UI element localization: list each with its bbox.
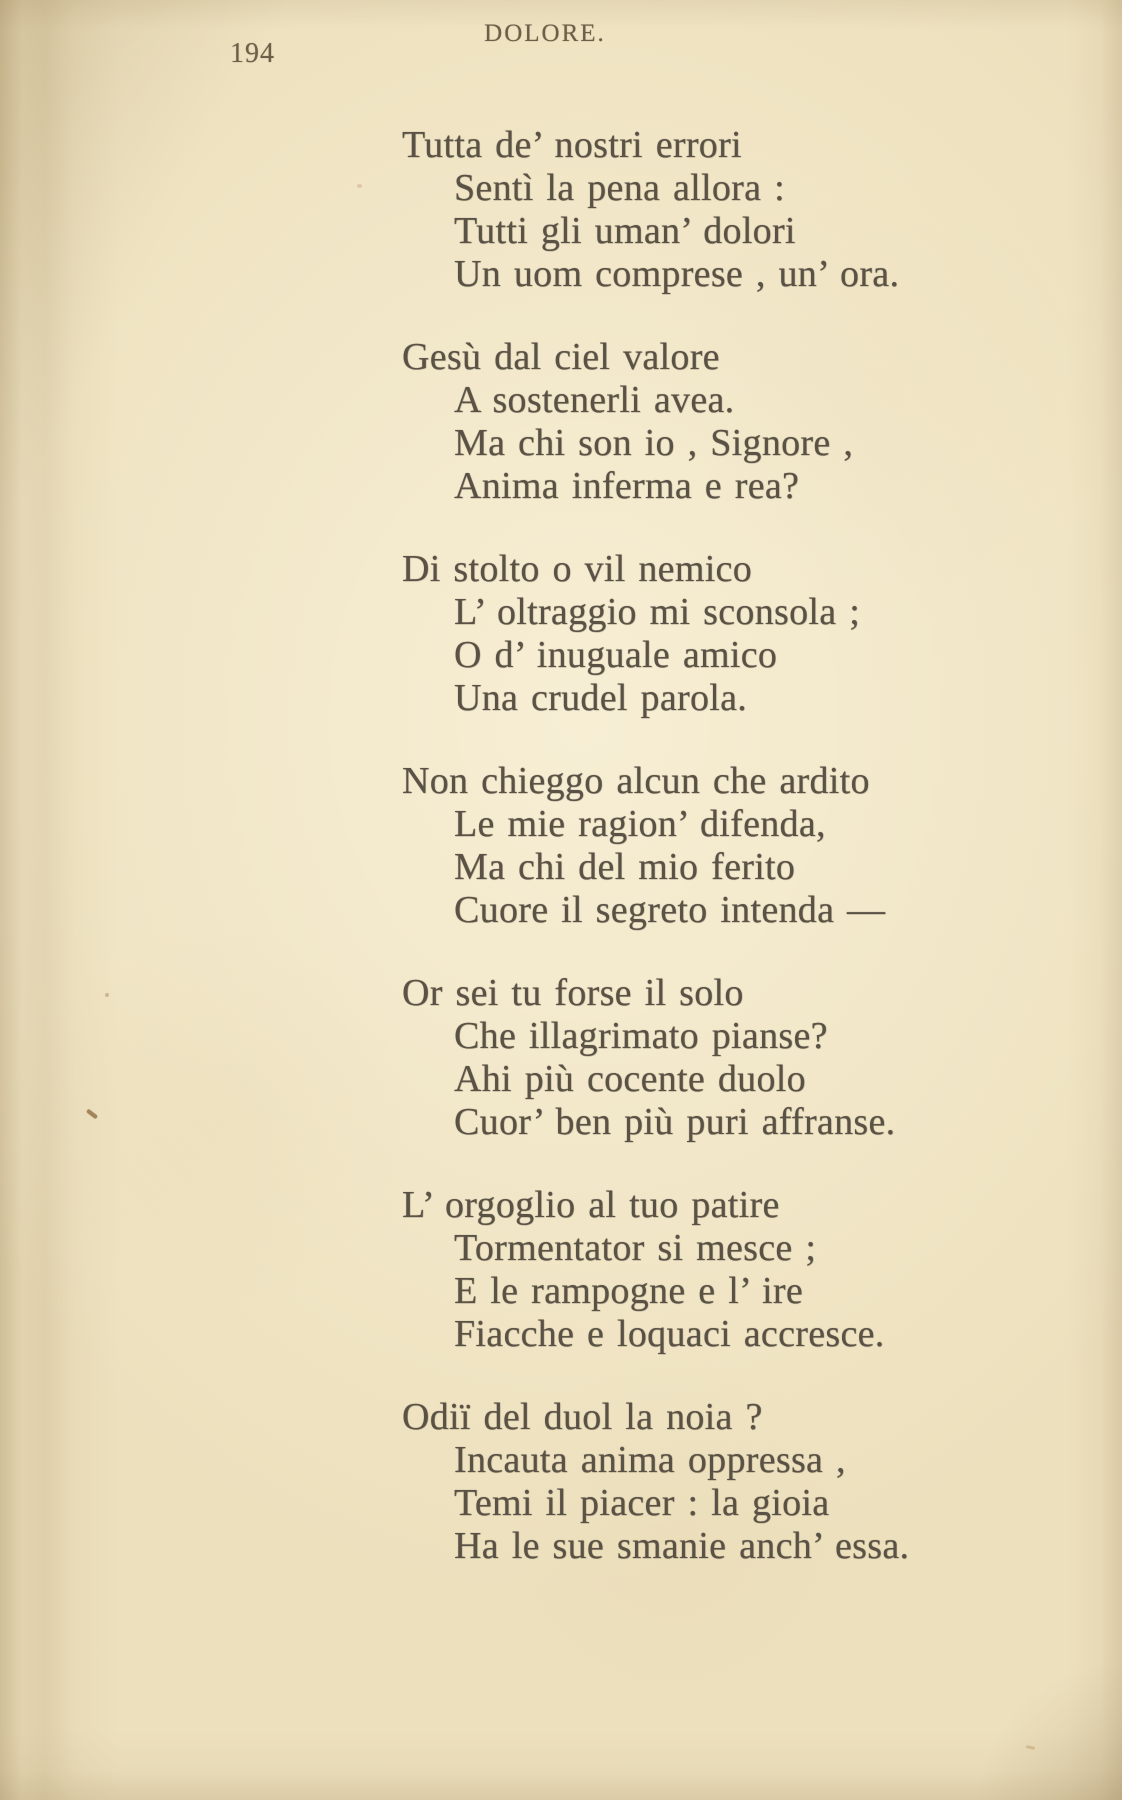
poem-line: L’ oltraggio mi sconsola ; — [454, 591, 861, 633]
paper-speck — [86, 1109, 98, 1120]
poem-line: Le mie ragion’ difenda, — [454, 803, 826, 845]
poem-line: Ha le sue smanie anch’ essa. — [454, 1525, 910, 1567]
running-title: DOLORE. — [484, 20, 606, 47]
poem-line: Temi il piacer : la gioia — [454, 1482, 830, 1524]
stanza-7 — [402, 1396, 909, 1568]
poem-line: Sentì la pena allora : — [454, 167, 785, 209]
poem-line: Una crudel parola. — [454, 677, 748, 719]
poem-line: Di stolto o vil nemico — [402, 548, 753, 590]
stanza-5 — [402, 972, 909, 1144]
poem — [402, 124, 909, 1608]
poem-line: Un uom comprese , un’ ora. — [454, 253, 900, 295]
poem-line: Cuore il segreto intenda — — [454, 889, 886, 931]
poem-line: Odiï del duol la noia ? — [402, 1396, 763, 1438]
poem-line: L’ orgoglio al tuo patire — [402, 1184, 780, 1226]
stanza-3 — [402, 548, 909, 720]
poem-line: Non chieggo alcun che ardito — [402, 760, 870, 802]
paper-speck — [357, 184, 362, 188]
poem-line: Tormentator si mesce ; — [454, 1227, 817, 1269]
poem-line: Ma chi del mio ferito — [454, 846, 796, 888]
poem-line: Fiacche e loquaci accresce. — [454, 1313, 885, 1355]
poem-line: Tutti gli uman’ dolori — [454, 210, 796, 252]
stanza-6 — [402, 1184, 909, 1356]
poem-line: A sostenerli avea. — [454, 379, 735, 421]
poem-line: Gesù dal ciel valore — [402, 336, 720, 378]
poem-line: Che illagrimato pianse? — [454, 1015, 828, 1057]
page-number: 194 — [230, 38, 275, 69]
stanza-1 — [402, 124, 909, 296]
poem-line: Anima inferma e rea? — [454, 465, 800, 507]
paper-speck — [1026, 1745, 1035, 1750]
poem-line: O d’ inuguale amico — [454, 634, 778, 676]
poem-line: Ma chi son io , Signore , — [454, 422, 854, 464]
stanza-4 — [402, 760, 909, 932]
poem-line: Incauta anima oppressa , — [454, 1439, 846, 1481]
poem-line: Ahi più cocente duolo — [454, 1058, 806, 1100]
poem-line: Or sei tu forse il solo — [402, 972, 744, 1014]
poem-line: Tutta de’ nostri errori — [402, 124, 742, 166]
paper-speck — [105, 993, 109, 997]
stanza-2 — [402, 336, 909, 508]
poem-line: E le rampogne e l’ ire — [454, 1270, 804, 1312]
poem-line: Cuor’ ben più puri affranse. — [454, 1101, 896, 1143]
